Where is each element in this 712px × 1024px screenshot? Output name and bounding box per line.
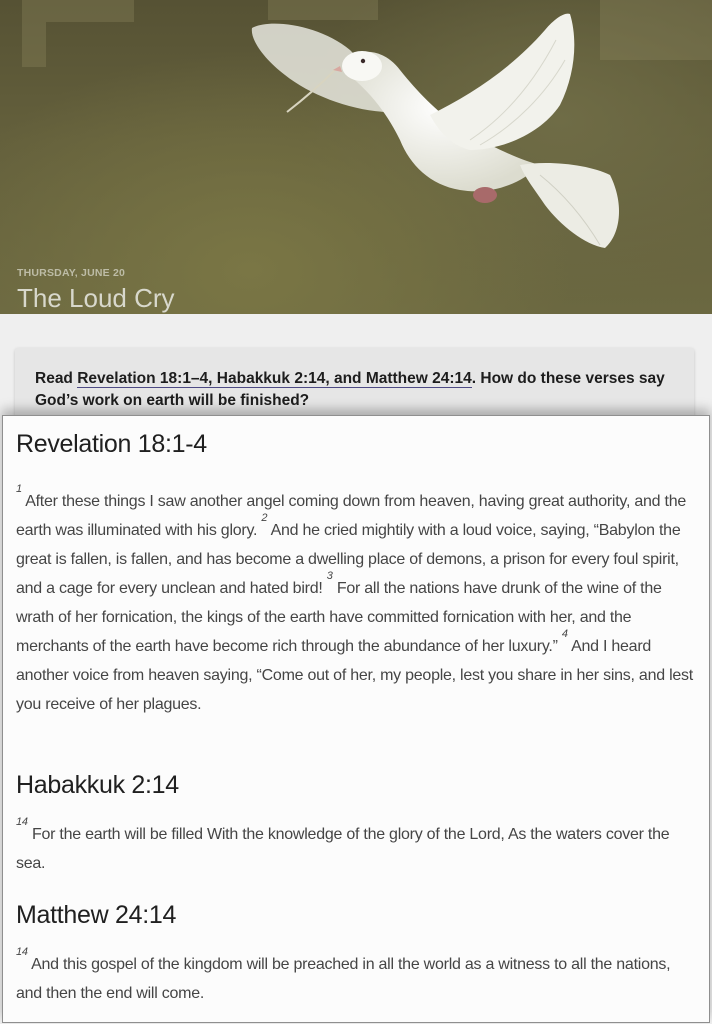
lesson-date: THURSDAY, JUNE 20 <box>17 267 126 279</box>
verse-number: 1 <box>16 483 22 495</box>
passage-text <box>16 816 700 878</box>
question-prefix: Read <box>35 370 78 387</box>
scripture-popup[interactable] <box>2 415 710 1023</box>
verse-number: 14 <box>16 946 28 958</box>
lesson-title: The Loud Cry <box>17 283 175 313</box>
verse-text: After these things I saw another angel coming down from heaven, having great authority, and the earth was illuminated with his glory. <box>16 493 686 539</box>
question-text <box>35 368 685 412</box>
passage-text <box>16 946 700 1008</box>
verse-text: And I heard another voice from heaven saying, “Come out of her, my people, lest you share in her sins, and lest you receive of her plagues. <box>16 638 693 713</box>
passage-reference: Matthew 24:14 <box>16 901 177 929</box>
verse-number: 3 <box>326 570 333 582</box>
question-suffix: . How do these verses say God’s work on earth will be finished? <box>35 370 665 409</box>
passage-text <box>16 483 700 719</box>
verse-number: 4 <box>561 628 568 640</box>
verse-number: 14 <box>16 816 28 828</box>
passage-reference: Habakkuk 2:14 <box>16 771 179 799</box>
hero-banner <box>0 0 712 314</box>
verse-number: 2 <box>261 512 268 524</box>
passage-reference: Revelation 18:1-4 <box>16 430 207 458</box>
scripture-reference-link[interactable]: Revelation 18:1–4, Habakkuk 2:14, and Matthew 24:14 <box>77 370 472 387</box>
verse-text: For all the nations have drunk of the wine of the wrath of her fornication, the kings of the earth have committed fornication with her, and the merchants of the earth have become rich through the abundance of her luxury.” <box>16 580 662 655</box>
verse-text: And he cried mightily with a loud voice, saying, “Babylon the great is fallen, is fallen, and has become a dwelling place of demons, a prison for every foul spirit, and a cage for every unclean and hated bird! <box>16 522 681 597</box>
verse-text: For the earth will be filled With the knowledge of the glory of the Lord, As the waters cover the sea. <box>16 826 670 872</box>
passage-matthew <box>16 901 700 1008</box>
passage-revelation <box>16 430 700 719</box>
passage-habakkuk <box>16 771 700 878</box>
verse-text: And this gospel of the kingdom will be preached in all the world as a witness to all the nations, and then the end will come. <box>16 956 671 1002</box>
